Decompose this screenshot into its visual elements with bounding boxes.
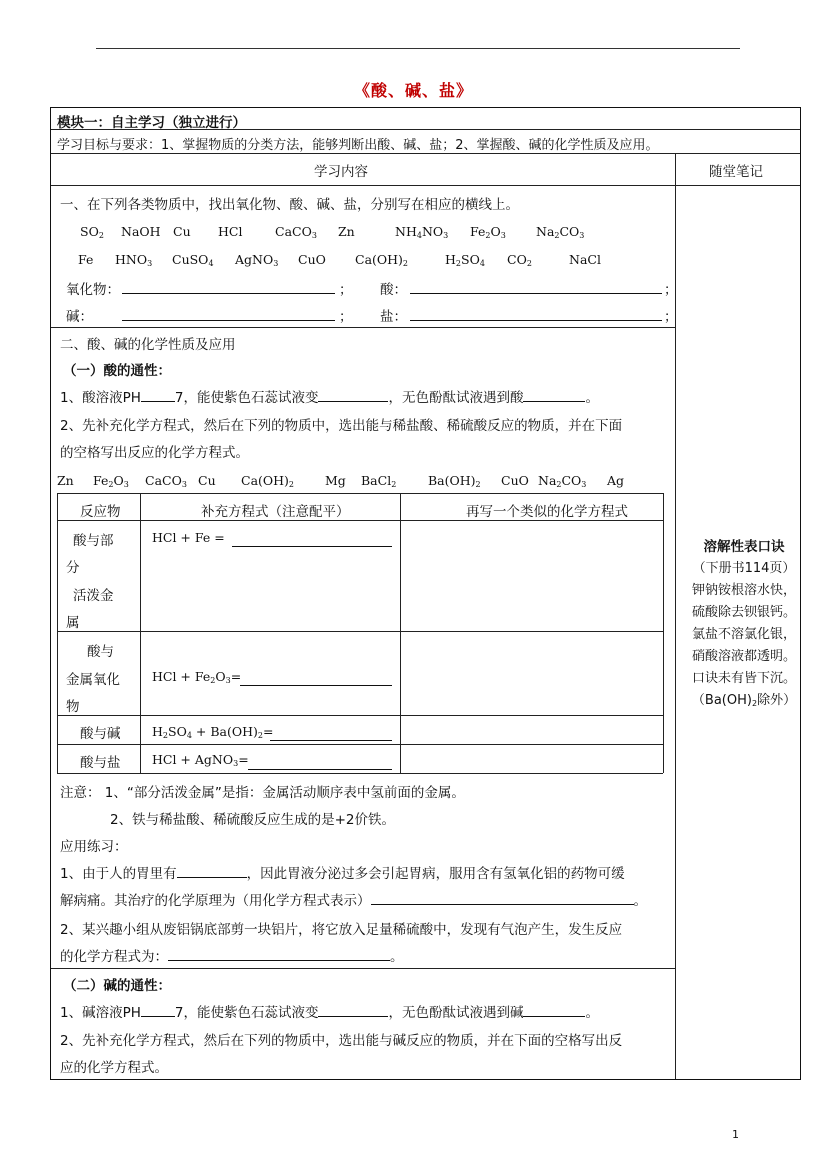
formula: HCl: [218, 224, 243, 239]
acid-q2-line2: 的空格写出反应的化学方程式。: [60, 445, 249, 461]
notes-panel: [690, 536, 798, 715]
substance: Mg: [325, 473, 346, 488]
base-properties-title: （二）碱的通性：: [63, 978, 171, 994]
substance: Zn: [57, 473, 74, 488]
notes-line: 氯盐不溶氯化银，: [691, 627, 796, 642]
substance: $Ba(OH)_2$: [428, 473, 481, 489]
acid-blank[interactable]: [410, 279, 662, 294]
col-notes-header: 随堂笔记: [709, 164, 763, 180]
row-label: 活泼金: [73, 588, 114, 604]
row-label: 金属氧化: [66, 672, 120, 688]
base-q2-line1: 2、先补充化学方程式，然后在下列的物质中，选出能与碱反应的物质，并在下面的空格写出反: [60, 1033, 623, 1049]
formula: $NH_4NO_3$: [395, 224, 449, 240]
formula: $Ca(OH)_2$: [355, 252, 409, 268]
salt-label: 盐：: [380, 309, 407, 325]
table-rule: [140, 493, 141, 773]
rule: [51, 129, 800, 130]
module-heading: 模块一：自主学习（独立进行）: [57, 115, 246, 131]
formula: $H_2SO_4$: [445, 252, 485, 268]
table-rule: [400, 493, 401, 773]
notes-line: 钾钠铵根溶水快，: [691, 583, 796, 598]
formula: Fe: [78, 252, 94, 267]
col-content-header: 学习内容: [314, 164, 368, 180]
equation-blank[interactable]: [248, 755, 392, 770]
practice-title: 应用练习：: [60, 839, 128, 855]
acid-label: 酸：: [380, 282, 407, 298]
formula: $Fe_2O_3$: [470, 224, 506, 240]
formula: Zn: [338, 224, 355, 239]
notes-line: （$Ba(OH)_2$除外）: [691, 693, 797, 708]
section1-heading: 一、在下列各类物质中，找出氧化物、酸、碱、盐，分别写在相应的横线上。: [60, 197, 519, 213]
notes-line: （下册书114页）: [692, 561, 796, 576]
header-rule: [96, 48, 740, 49]
equation-blank[interactable]: [232, 532, 392, 547]
row-label: 酸与盐: [80, 755, 121, 771]
row-label: 分: [66, 560, 80, 576]
equation-prompt: HCl + AgNO$_3$=: [152, 752, 249, 768]
formula: $SO_2$: [80, 224, 104, 240]
formula: $HNO_3$: [115, 252, 153, 268]
substance: Cu: [198, 473, 216, 488]
table-rule: [57, 773, 663, 774]
notes-title: 溶解性表口诀: [703, 539, 785, 555]
substance: $Ca(OH)_2$: [241, 473, 295, 489]
acid-properties-title: （一）酸的通性：: [63, 363, 171, 379]
row-label: 物: [66, 699, 80, 715]
table-rule: [57, 631, 663, 632]
base-label: 碱：: [66, 309, 93, 325]
substance: $Fe_2O_3$: [93, 473, 129, 489]
formula: $Na_2CO_3$: [536, 224, 585, 240]
substance: $Na_2CO_3$: [538, 473, 587, 489]
semicolon: ；: [664, 282, 678, 298]
row-label: 酸与部: [73, 533, 114, 549]
table-rule: [57, 715, 663, 716]
section2-heading: 二、酸、碱的化学性质及应用: [60, 337, 236, 353]
practice-1-line2: 解病痛。其治疗的化学原理为（用化学方程式表示） 。: [60, 889, 647, 909]
oxide-blank[interactable]: [122, 279, 335, 294]
substance: BaCl$_2$: [361, 473, 397, 489]
formula: CuSO$_4$: [172, 252, 214, 268]
semicolon: ；: [339, 309, 353, 325]
salt-blank[interactable]: [410, 306, 662, 321]
notes-line: 口诀未有皆下沉。: [691, 671, 796, 686]
page-title: 《酸、碱、盐》: [353, 81, 473, 100]
row-label: 酸与碱: [80, 726, 121, 742]
formula: $CO_2$: [507, 252, 532, 268]
page-number: 1: [732, 1128, 739, 1141]
acid-q2-line1: 2、先补充化学方程式，然后在下列的物质中，选出能与稀盐酸、稀硫酸反应的物质，并在下面: [60, 418, 623, 434]
practice-2-line1: 2、某兴趣小组从废铝锅底部剪一块铝片，将它放入足量稀硫酸中，发现有气泡产生，发生反应: [60, 922, 623, 938]
semicolon: ；: [664, 309, 678, 325]
formula: AgNO$_3$: [235, 252, 279, 268]
table-header-similar: 再写一个类似的化学方程式: [466, 504, 628, 520]
table-rule: [57, 744, 663, 745]
learning-goals: 学习目标与要求：1、掌握物质的分类方法，能够判断出酸、碱、盐；2、掌握酸、碱的化学性质及应用。: [57, 138, 659, 153]
formula: Cu: [173, 224, 191, 239]
formula: NaOH: [121, 224, 161, 239]
equation-blank[interactable]: [240, 671, 392, 686]
rule: [51, 185, 800, 186]
rule: [51, 327, 675, 328]
notes-line: 硝酸溶液都透明。: [691, 649, 796, 664]
base-q2-line2: 应的化学方程式。: [60, 1060, 168, 1076]
formula: NaCl: [569, 252, 601, 267]
base-q1: 1、碱溶液PH 7，能使紫色石蕊试液变 ，无色酚酞试液遇到碱 。: [60, 1001, 599, 1021]
rule: [51, 968, 675, 969]
equation-prompt: HCl + Fe =: [152, 530, 225, 545]
substance: CaCO$_3$: [145, 473, 187, 489]
practice-2-line2: 的化学方程式为： 。: [60, 945, 404, 965]
formula: CaCO$_3$: [275, 224, 317, 240]
note-1: 注意： 1、“部分活泼金属”是指：金属活动顺序表中氢前面的金属。: [60, 785, 465, 801]
row-label: 酸与: [87, 644, 114, 660]
equation-prompt: $H_2SO_4 + Ba(OH)_2=$: [152, 724, 274, 740]
row-label: 属: [66, 615, 80, 631]
semicolon: ；: [339, 282, 353, 298]
equation-blank[interactable]: [270, 726, 392, 741]
formula: CuO: [298, 252, 326, 267]
substance: Ag: [607, 473, 625, 488]
table-rule: [57, 520, 663, 521]
oxide-label: 氧化物：: [66, 282, 120, 298]
notes-line: 硫酸除去钡银钙。: [691, 605, 796, 620]
equation-prompt: HCl + $Fe_2O_3=$: [152, 669, 242, 685]
table-header-equation: 补充方程式（注意配平）: [201, 504, 350, 520]
acid-q1: 1、酸溶液PH 7，能使紫色石蕊试液变 ，无色酚酞试液遇到酸 。: [60, 386, 599, 406]
table-rule: [663, 493, 664, 773]
substance: CuO: [501, 473, 529, 488]
practice-1-line1: 1、由于人的胃里有 ，因此胃液分泌过多会引起胃病，服用含有氢氧化铝的药物可缓: [60, 862, 625, 882]
note-2: 2、铁与稀盐酸、稀硫酸反应生成的是+2价铁。: [110, 812, 395, 828]
rule: [51, 153, 800, 154]
table-rule: [57, 493, 58, 773]
table-rule: [57, 493, 663, 494]
base-blank[interactable]: [122, 306, 335, 321]
table-header-reactant: 反应物: [80, 504, 121, 520]
